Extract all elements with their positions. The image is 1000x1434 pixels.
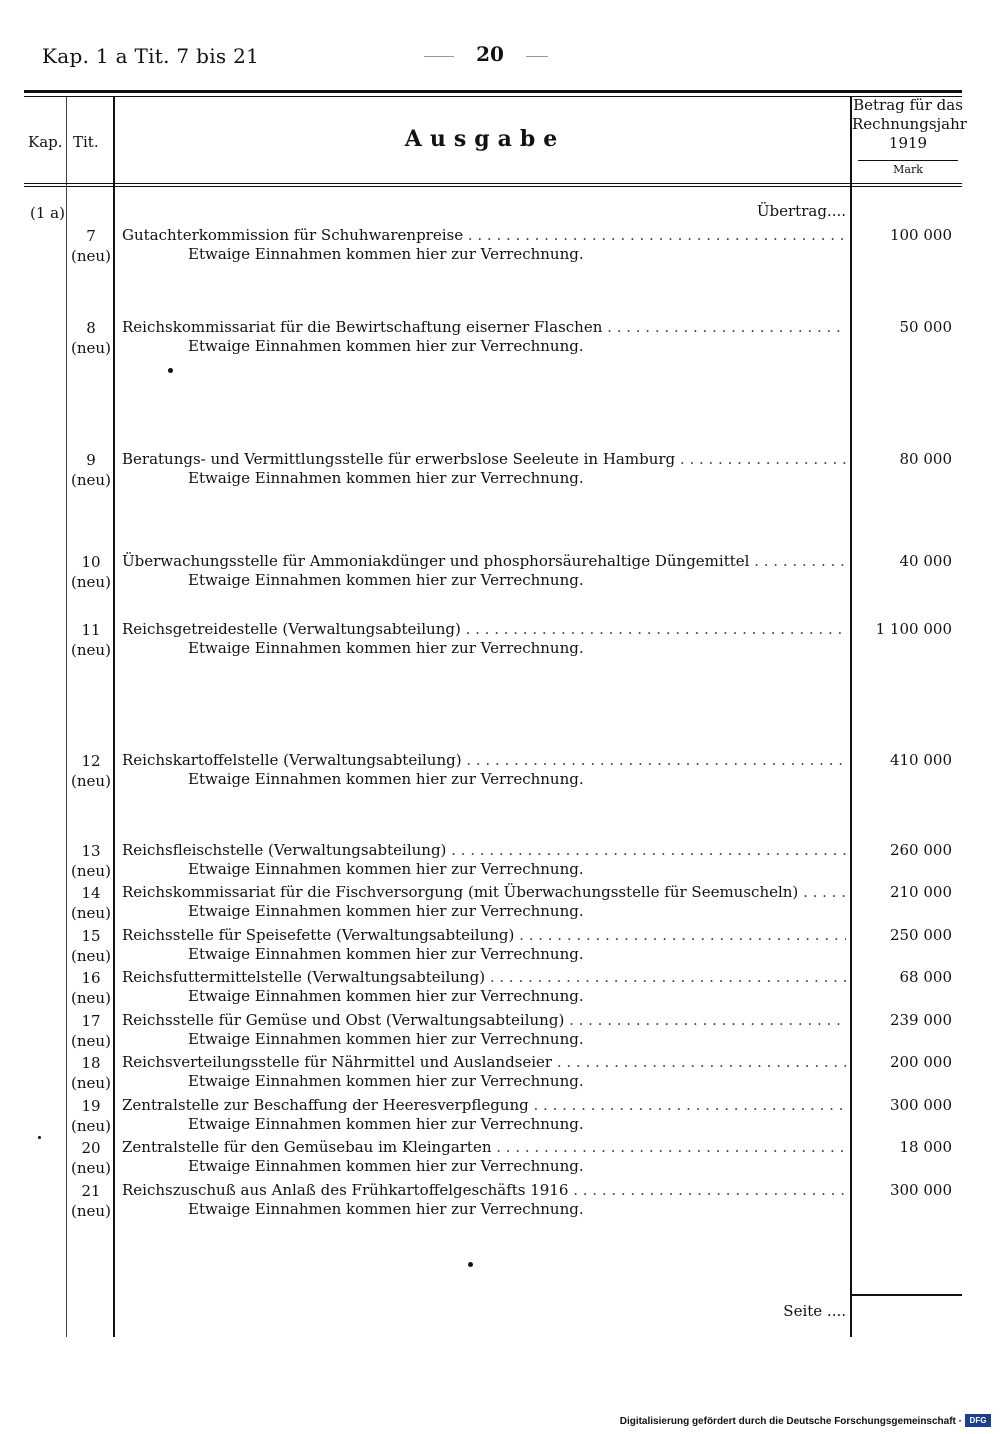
neu-label: (neu) (71, 573, 111, 591)
entry-description (122, 1096, 846, 1114)
digitization-credit: Digitalisierung gefördert durch die Deutsche Forschungsgemeinschaft · (619, 1416, 962, 1427)
sum-rule (852, 1294, 962, 1296)
header-dash-right (526, 56, 548, 57)
entry-note: Etwaige Einnahmen kommen hier zur Verrechnung. (188, 987, 584, 1005)
betrag-underline (858, 160, 958, 161)
titel-number: 21 (81, 1182, 101, 1200)
entry-description-text: Reichskartoffelstelle (Verwaltungsabteilung) . . . (122, 751, 846, 769)
header-bottom-rule (24, 183, 962, 184)
scan-speck (468, 1262, 473, 1267)
entry-note: Etwaige Einnahmen kommen hier zur Verrechnung. (188, 1157, 584, 1175)
entry-description-text: Zentralstelle zur Beschaffung der Heeresverpflegung . . . (122, 1096, 846, 1114)
entry-note: Etwaige Einnahmen kommen hier zur Verrechnung. (188, 1072, 584, 1090)
top-rule-thin (24, 96, 962, 97)
neu-label: (neu) (71, 471, 111, 489)
titel-number: 8 (86, 319, 96, 337)
entry-amount: 300 000 (889, 1181, 952, 1199)
neu-label: (neu) (71, 862, 111, 880)
titel-number: 17 (81, 1012, 101, 1030)
entry-description-text: Reichskommissariat für die Fischversorgung (mit Überwachungsstelle für Seemuscheln) . . . (122, 883, 846, 901)
titel-number: 9 (86, 451, 96, 469)
entry-note: Etwaige Einnahmen kommen hier zur Verrechnung. (188, 1115, 584, 1133)
entry-note: Etwaige Einnahmen kommen hier zur Verrechnung. (188, 245, 584, 263)
entry-note: Etwaige Einnahmen kommen hier zur Verrechnung. (188, 1200, 584, 1218)
entry-note: Etwaige Einnahmen kommen hier zur Verrechnung. (188, 337, 584, 355)
titel-number: 15 (81, 927, 101, 945)
betrag-line-1: Betrag für das (853, 96, 963, 114)
column-line-amount (850, 97, 852, 1337)
entry-description-text: Reichsgetreidestelle (Verwaltungsabteilung) . . . (122, 620, 846, 638)
page-number: 20 (476, 42, 504, 66)
entry-note: Etwaige Einnahmen kommen hier zur Verrechnung. (188, 902, 584, 920)
running-head: Kap. 1 a Tit. 7 bis 21 (42, 44, 260, 68)
entry-note: Etwaige Einnahmen kommen hier zur Verrechnung. (188, 469, 584, 487)
kapitel-number: (1 a) (30, 204, 65, 222)
titel-number: 16 (81, 969, 101, 987)
entry-description (122, 841, 846, 859)
entry-note: Etwaige Einnahmen kommen hier zur Verrechnung. (188, 639, 584, 657)
entry-amount: 300 000 (889, 1096, 952, 1114)
neu-label: (neu) (71, 989, 111, 1007)
entry-description (122, 620, 846, 638)
neu-label: (neu) (71, 641, 111, 659)
entry-description (122, 1011, 846, 1029)
entry-description-text: Reichsstelle für Gemüse und Obst (Verwaltungsabteilung) . . . (122, 1011, 846, 1029)
scan-speck (168, 368, 173, 373)
neu-label: (neu) (71, 1074, 111, 1092)
entry-description (122, 450, 846, 468)
entry-description (122, 968, 846, 986)
scan-speck (38, 1136, 41, 1139)
entry-note: Etwaige Einnahmen kommen hier zur Verrechnung. (188, 770, 584, 788)
entry-description (122, 318, 846, 336)
entry-amount: 50 000 (899, 318, 952, 336)
entry-description-text: Reichsfuttermittelstelle (Verwaltungsabteilung) . . . (122, 968, 846, 986)
entry-description-text: Reichsfleischstelle (Verwaltungsabteilung) . . . (122, 841, 846, 859)
entry-amount: 410 000 (889, 751, 952, 769)
entry-note: Etwaige Einnahmen kommen hier zur Verrechnung. (188, 860, 584, 878)
titel-number: 18 (81, 1054, 101, 1072)
entry-amount: 260 000 (889, 841, 952, 859)
header-dash-left (424, 56, 454, 57)
entry-note: Etwaige Einnahmen kommen hier zur Verrechnung. (188, 1030, 584, 1048)
titel-number: 20 (81, 1139, 101, 1157)
neu-label: (neu) (71, 1202, 111, 1220)
titel-number: 14 (81, 884, 101, 902)
entry-note: Etwaige Einnahmen kommen hier zur Verrechnung. (188, 945, 584, 963)
entry-description-text: Zentralstelle für den Gemüsebau im Kleingarten . . . (122, 1138, 846, 1156)
entry-amount: 100 000 (889, 226, 952, 244)
entry-description (122, 1053, 846, 1071)
entry-description (122, 226, 846, 244)
entry-note: Etwaige Einnahmen kommen hier zur Verrechnung. (188, 571, 584, 589)
betrag-line-3: 1919 (888, 134, 928, 152)
column-heading-kap: Kap. (28, 133, 63, 151)
titel-number: 7 (86, 227, 96, 245)
entry-amount: 68 000 (899, 968, 952, 986)
entry-description (122, 1181, 846, 1199)
entry-amount: 210 000 (889, 883, 952, 901)
entry-description-text: Beratungs- und Vermittlungsstelle für erwerbslose Seeleute in Hamburg . . . (122, 450, 846, 468)
entry-description (122, 926, 846, 944)
entry-description-text: Reichsverteilungsstelle für Nährmittel und Auslandseier . . . (122, 1053, 846, 1071)
neu-label: (neu) (71, 1032, 111, 1050)
dfg-logo: DFG (965, 1414, 991, 1427)
entry-description (122, 1138, 846, 1156)
entry-description (122, 883, 846, 901)
entry-amount: 18 000 (899, 1138, 952, 1156)
entry-amount: 250 000 (889, 926, 952, 944)
neu-label: (neu) (71, 772, 111, 790)
neu-label: (neu) (71, 904, 111, 922)
entry-description-text: Reichskommissariat für die Bewirtschaftung eiserner Flaschen . . . (122, 318, 846, 336)
header-bottom-rule-2 (24, 186, 962, 187)
titel-number: 13 (81, 842, 101, 860)
entry-amount: 40 000 (899, 552, 952, 570)
titel-number: 10 (81, 553, 101, 571)
entry-description-text: Gutachterkommission für Schuhwarenpreise . . . (122, 226, 846, 244)
neu-label: (neu) (71, 247, 111, 265)
titel-number: 12 (81, 752, 101, 770)
column-heading-ausgabe: Ausgabe (404, 126, 566, 152)
neu-label: (neu) (71, 1117, 111, 1135)
entry-amount: 1 100 000 (875, 620, 952, 638)
entry-description-text: Überwachungsstelle für Ammoniakdünger und phosphorsäurehaltige Düngemittel . . . (122, 552, 846, 570)
entry-description (122, 552, 846, 570)
entry-description-text: Reichsstelle für Speisefette (Verwaltungsabteilung) . . . (122, 926, 846, 944)
titel-number: 11 (81, 621, 101, 639)
titel-number: 19 (81, 1097, 101, 1115)
entry-amount: 200 000 (889, 1053, 952, 1071)
seite-label: Seite .... (783, 1302, 846, 1320)
entry-amount: 80 000 (899, 450, 952, 468)
betrag-line-2: Rechnungsjahr (852, 115, 967, 133)
entry-amount: 239 000 (889, 1011, 952, 1029)
unit-label: Mark (893, 163, 923, 176)
entry-description (122, 751, 846, 769)
column-heading-betrag (852, 96, 967, 153)
neu-label: (neu) (71, 947, 111, 965)
neu-label: (neu) (71, 339, 111, 357)
uebertrag-label: Übertrag.... (756, 202, 846, 220)
column-heading-tit: Tit. (73, 133, 99, 151)
neu-label: (neu) (71, 1159, 111, 1177)
top-rule-thick (24, 90, 962, 93)
entry-description-text: Reichszuschuß aus Anlaß des Frühkartoffelgeschäfts 1916 . . . (122, 1181, 846, 1199)
